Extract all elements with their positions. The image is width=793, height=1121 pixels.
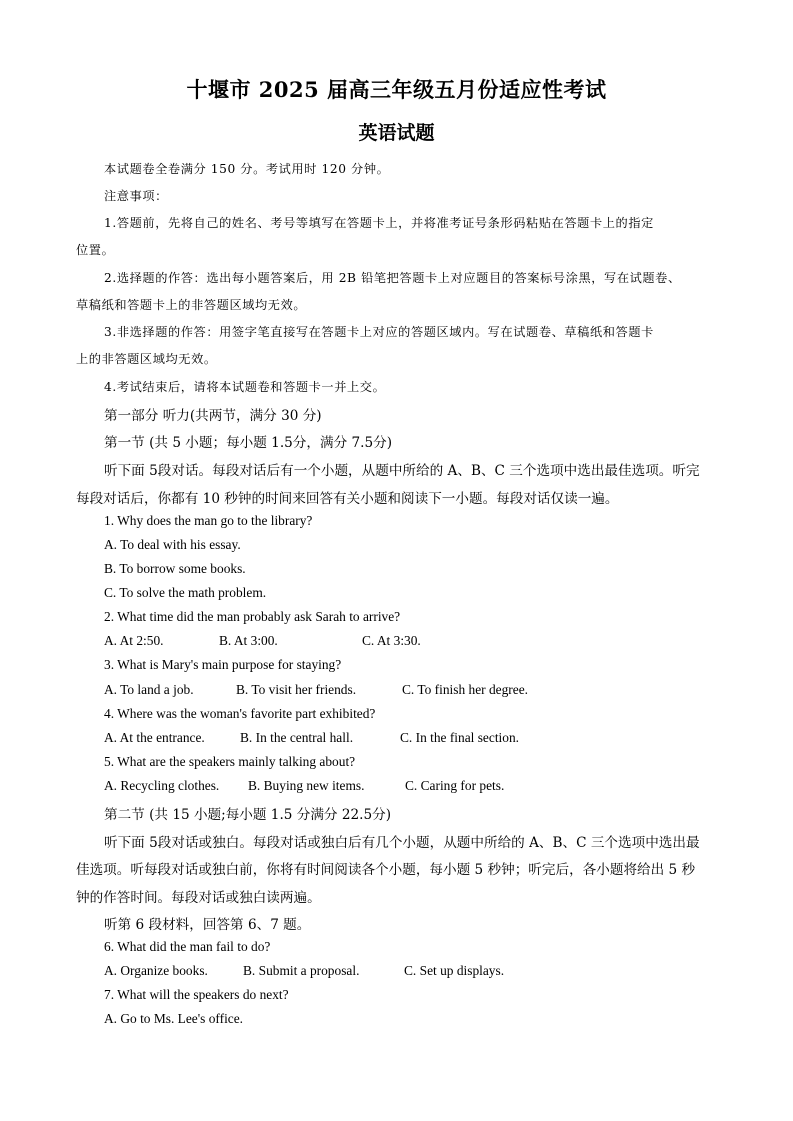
q1-stem: 1. Why does the man go to the library?	[104, 513, 313, 528]
q4-option-a: A. At the entrance.	[104, 730, 205, 745]
section2-desc-cont-2: 钟的作答时间。每段对话或独白读两遍。	[76, 890, 321, 906]
q4-stem: 4. Where was the woman's favorite part exhibited?	[104, 706, 376, 721]
q6-stem: 6. What did the man fail to do?	[104, 939, 271, 954]
part1-heading: 第一部分 听力(共两节，满分 30 分)	[104, 408, 322, 424]
section1-heading: 第一节 (共 5 小题；每小题 1.5分，满分 7.5分)	[104, 435, 393, 451]
notice-item-1-cont: 位置。	[76, 243, 115, 257]
section2-desc: 听下面 5段对话或独白。每段对话或独白后有几个小题，从题中所给的 A、B、C 三个选项中选出最	[104, 835, 700, 851]
notice-item-3: 3.非选择题的作答：用签字笔直接写在答题卡上对应的答题区域内。写在试题卷、草稿纸和答题卡	[104, 325, 654, 339]
q3-stem: 3. What is Mary's main purpose for staying?	[104, 657, 342, 672]
section1-desc-cont: 每段对话后，你都有 10 秒钟的时间来回答有关小题和阅读下一小题。每段对话仅读一遍。	[76, 491, 619, 507]
q2-option-b: B. At 3:00.	[219, 633, 278, 648]
q1-option-c: C. To solve the math problem.	[104, 585, 267, 600]
intro-text: 本试题卷全卷满分 150 分。考试用时 120 分钟。	[104, 162, 390, 176]
q3-option-a: A. To land a job.	[104, 682, 194, 697]
q5-option-b: B. Buying new items.	[248, 778, 365, 793]
q5-option-a: A. Recycling clothes.	[104, 778, 220, 793]
q2-option-c: C. At 3:30.	[362, 633, 421, 648]
notice-item-4: 4.考试结束后，请将本试题卷和答题卡一并上交。	[104, 380, 386, 394]
q2-option-a: A. At 2:50.	[104, 633, 164, 648]
q4-option-c: C. In the final section.	[400, 730, 519, 745]
page-subtitle: 英语试题	[358, 122, 435, 144]
q6-option-c: C. Set up displays.	[404, 963, 505, 978]
q7-stem: 7. What will the speakers do next?	[104, 987, 289, 1002]
q5-option-c: C. Caring for pets.	[405, 778, 505, 793]
q6-option-b: B. Submit a proposal.	[243, 963, 360, 978]
page-title: 十堰市 2025 届高三年级五月份适应性考试	[186, 77, 607, 102]
section2-desc-cont-1: 佳选项。听每段对话或独白前，你将有时间阅读各个小题，每小题 5 秒钟；听完后，各小题将给出 5 秒	[76, 862, 696, 878]
q1-option-a: A. To deal with his essay.	[104, 537, 241, 552]
q7-option-a: A. Go to Ms. Lee's office.	[104, 1011, 244, 1026]
notice-title: 注意事项：	[104, 189, 168, 203]
q3-option-b: B. To visit her friends.	[236, 682, 357, 697]
section2-heading: 第二节 (共 15 小题;每小题 1.5 分满分 22.5分)	[104, 807, 392, 823]
section1-desc: 听下面 5段对话。每段对话后有一个小题，从题中所给的 A、B、C 三个选项中选出最佳选项。听完	[104, 463, 700, 479]
notice-item-1: 1.答题前，先将自己的姓名、考号等填写在答题卡上，并将准考证号条形码粘贴在答题卡上的指定	[104, 216, 654, 230]
notice-item-3-cont: 上的非答题区域均无效。	[76, 352, 217, 366]
q3-option-c: C. To finish her degree.	[402, 682, 528, 697]
q2-stem: 2. What time did the man probably ask Sarah to arrive?	[104, 609, 401, 624]
notice-item-2-cont: 草稿纸和答题卡上的非答题区域均无效。	[76, 298, 307, 312]
notice-item-2: 2.选择题的作答：选出每小题答案后，用 2B 铅笔把答题卡上对应题目的答案标号涂黑，写在试题卷、	[104, 271, 681, 285]
q1-option-b: B. To borrow some books.	[104, 561, 246, 576]
q5-stem: 5. What are the speakers mainly talking about?	[104, 754, 356, 769]
q4-option-b: B. In the central hall.	[240, 730, 354, 745]
q6-option-a: A. Organize books.	[104, 963, 208, 978]
material-6-instruction: 听第 6 段材料，回答第 6、7 题。	[104, 917, 311, 933]
